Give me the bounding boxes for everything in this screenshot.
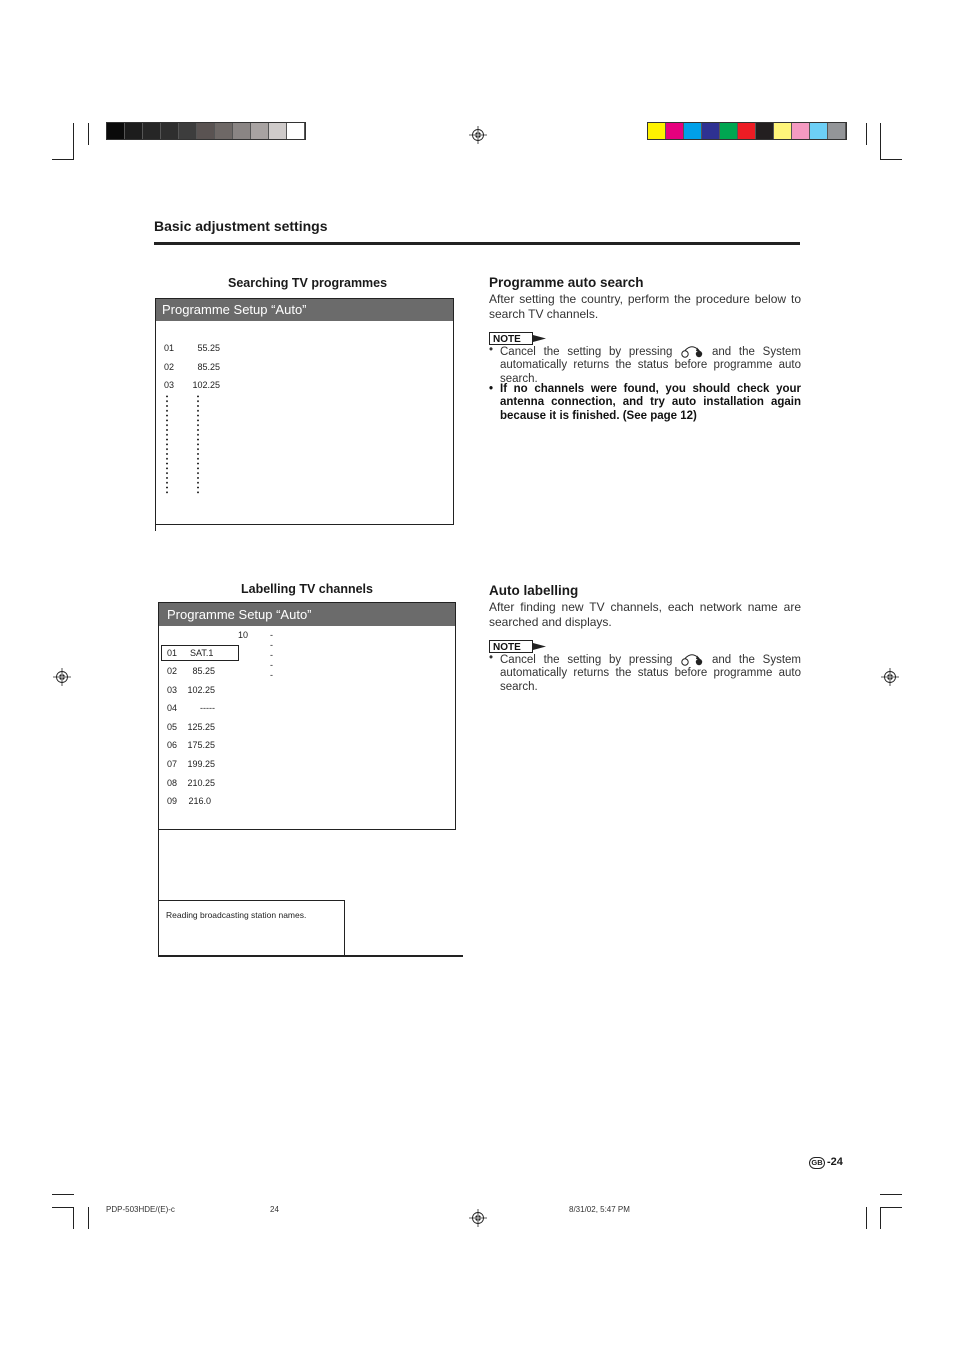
grey-calibration-bar bbox=[106, 122, 306, 140]
return-button-icon bbox=[680, 652, 704, 666]
calibration-swatch bbox=[107, 123, 125, 139]
note-bullet: • Cancel the setting by pressing and the System automatically returns the status before programme auto search. bbox=[489, 344, 801, 386]
crop-mark bbox=[73, 1207, 74, 1229]
searching-caption: Searching TV programmes bbox=[228, 276, 388, 290]
note-label: NOTE bbox=[493, 642, 521, 653]
auto-labelling-intro: After finding new TV channels, each network name are searched and displays. bbox=[489, 600, 801, 629]
searching-screen: Programme Setup “Auto” 01 55.25 02 85.25 03 102.25 bbox=[155, 298, 454, 525]
crop-mark bbox=[52, 1194, 74, 1195]
registration-mark-icon bbox=[881, 668, 899, 686]
calibration-swatch bbox=[233, 123, 251, 139]
calibration-swatch bbox=[269, 123, 287, 139]
calibration-swatch bbox=[756, 123, 774, 139]
auto-search-intro: After setting the country, perform the procedure below to search TV channels. bbox=[489, 292, 801, 321]
section-rule bbox=[154, 242, 800, 245]
crop-mark bbox=[880, 159, 902, 160]
region-badge: GB bbox=[809, 1157, 825, 1169]
crop-mark bbox=[880, 1207, 902, 1208]
color-calibration-bar bbox=[647, 122, 847, 140]
searching-screen-title: Programme Setup “Auto” bbox=[156, 299, 453, 321]
calibration-swatch bbox=[143, 123, 161, 139]
footer-model: PDP-503HDE/(E)-c bbox=[106, 1205, 175, 1214]
crop-mark bbox=[880, 1194, 902, 1195]
calibration-swatch bbox=[774, 123, 792, 139]
footer-sheet: 24 bbox=[270, 1205, 279, 1214]
crop-mark bbox=[52, 159, 74, 160]
continuation-dots bbox=[166, 394, 168, 496]
labelling-caption: Labelling TV channels bbox=[241, 582, 373, 596]
registration-mark-icon bbox=[469, 126, 487, 144]
continuation-dots bbox=[197, 394, 199, 496]
crop-mark bbox=[866, 123, 867, 145]
note-label: NOTE bbox=[493, 334, 521, 345]
crop-mark bbox=[880, 1207, 881, 1229]
labelling-screen-title: Programme Setup “Auto” bbox=[159, 603, 455, 626]
return-button-icon bbox=[680, 344, 704, 358]
crop-mark bbox=[88, 1207, 89, 1229]
registration-mark-icon bbox=[53, 668, 71, 686]
crop-mark bbox=[866, 1207, 867, 1229]
labelling-screen: Programme Setup “Auto” 10 ----- 01 SAT.1 02 85.25 03 102.25 04 ----- 05 125.25 06 175.25 07 199.25 08 210.25 09 216.0 bbox=[158, 602, 456, 830]
calibration-swatch bbox=[179, 123, 197, 139]
auto-search-heading: Programme auto search bbox=[489, 275, 644, 290]
calibration-swatch bbox=[792, 123, 810, 139]
page-number: -24 bbox=[827, 1156, 843, 1168]
note-bullet: • Cancel the setting by pressing and the System automatically returns the status before programme auto search. bbox=[489, 652, 801, 694]
calibration-swatch bbox=[738, 123, 756, 139]
calibration-swatch bbox=[125, 123, 143, 139]
crop-mark bbox=[880, 123, 881, 159]
status-message: Reading broadcasting station names. bbox=[166, 910, 307, 920]
calibration-swatch bbox=[251, 123, 269, 139]
crop-mark bbox=[73, 123, 74, 159]
calibration-swatch bbox=[215, 123, 233, 139]
calibration-swatch bbox=[648, 123, 666, 139]
footer-timestamp: 8/31/02, 5:47 PM bbox=[569, 1205, 630, 1214]
calibration-swatch bbox=[720, 123, 738, 139]
calibration-swatch bbox=[161, 123, 179, 139]
calibration-swatch bbox=[810, 123, 828, 139]
calibration-swatch bbox=[287, 123, 305, 139]
calibration-swatch bbox=[702, 123, 720, 139]
message-box bbox=[158, 900, 345, 956]
crop-mark bbox=[52, 1207, 74, 1208]
crop-mark bbox=[88, 123, 89, 145]
registration-mark-icon bbox=[469, 1209, 487, 1227]
calibration-swatch bbox=[666, 123, 684, 139]
screen-stand-line bbox=[155, 520, 156, 531]
calibration-swatch bbox=[828, 123, 846, 139]
calibration-swatch bbox=[197, 123, 215, 139]
section-title: Basic adjustment settings bbox=[154, 218, 328, 234]
auto-labelling-heading: Auto labelling bbox=[489, 583, 579, 598]
calibration-swatch bbox=[684, 123, 702, 139]
note-bullet-warning: • If no channels were found, you should check your antenna connection, and try auto installation again because it is finished. (See page 12) bbox=[489, 383, 801, 423]
